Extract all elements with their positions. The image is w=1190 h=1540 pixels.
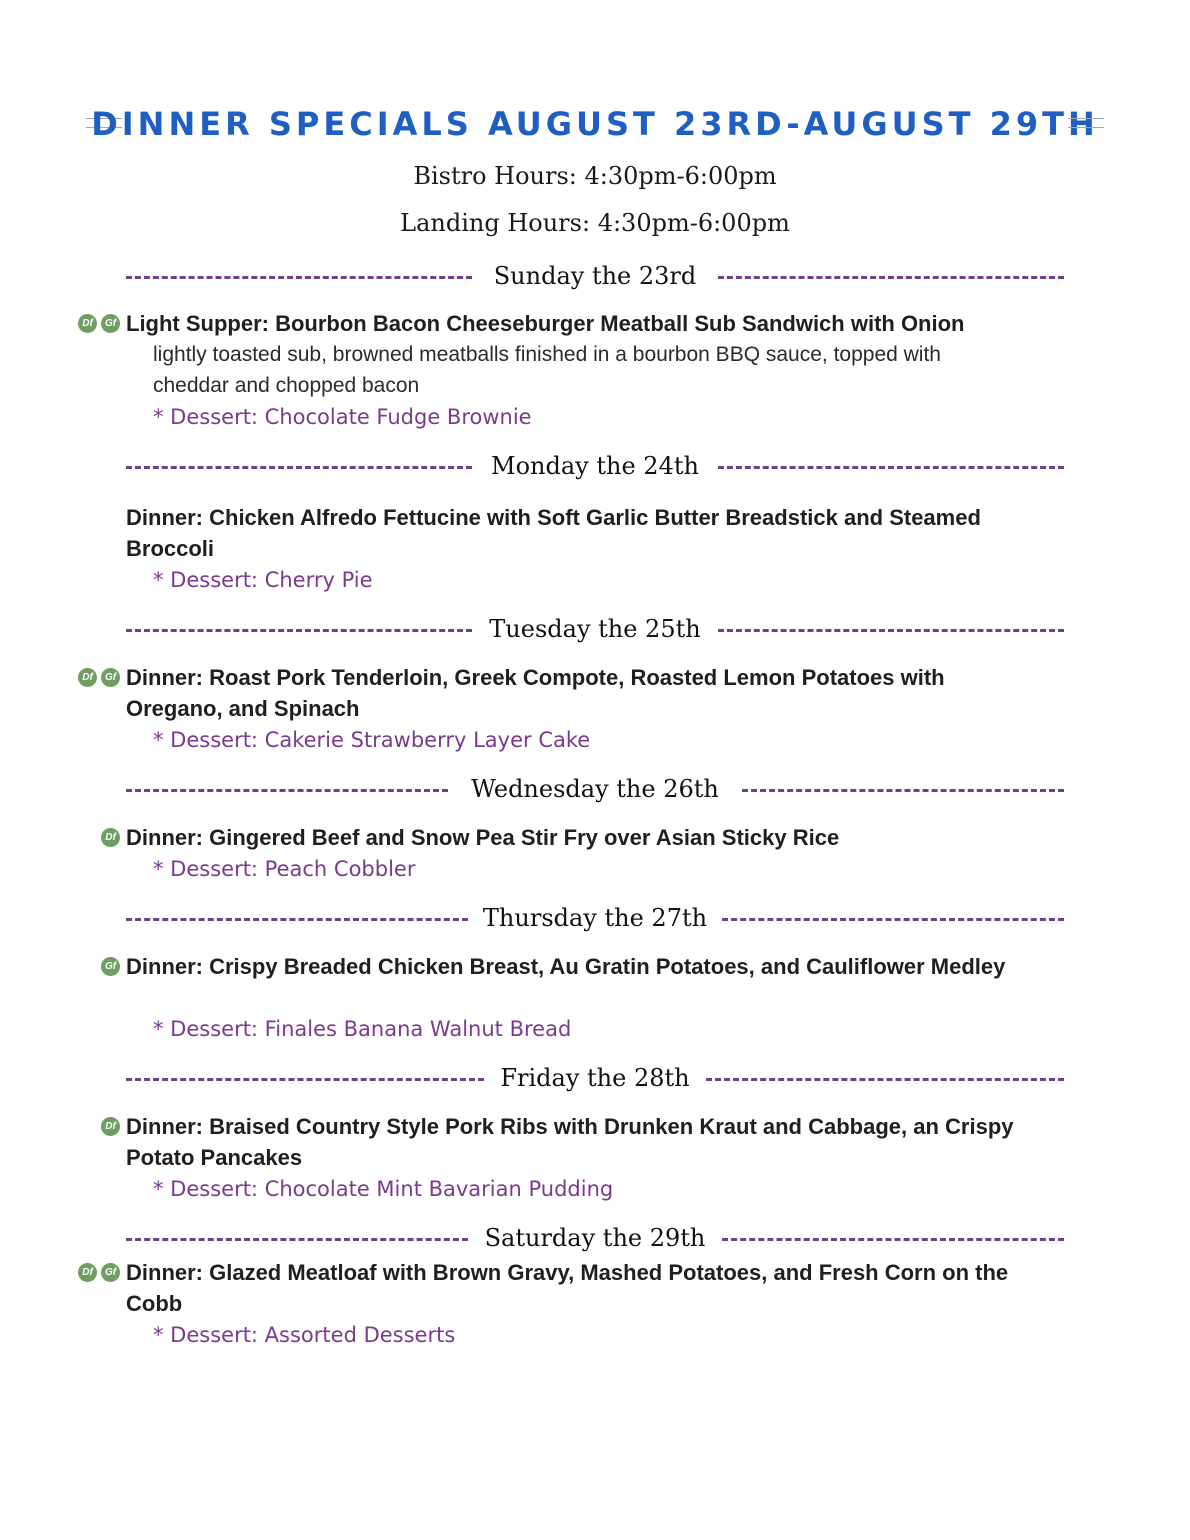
dairy-free-icon: Df: [78, 668, 97, 687]
dairy-free-icon: Df: [78, 314, 97, 333]
day-name: Monday the 24th: [491, 452, 699, 480]
day-name: Saturday the 29th: [484, 1224, 706, 1252]
dessert-line: * Dessert: Assorted Desserts: [153, 1323, 456, 1347]
day-separator-friday: [126, 1060, 1064, 1096]
bistro-hours: Bistro Hours: 4:30pm-6:00pm: [413, 162, 777, 190]
dish-description: lightly toasted sub, browned meatballs finished in a bourbon BBQ sauce, topped with cheddar and chopped bacon: [153, 343, 941, 397]
day-separator-thursday: [126, 900, 1064, 936]
gluten-free-icon: Gf: [101, 314, 120, 333]
separator-dash: [718, 466, 1064, 469]
dessert-line: * Dessert: Chocolate Fudge Brownie: [153, 405, 532, 429]
separator-dash: [722, 1238, 1064, 1241]
day-separator-tuesday: [126, 611, 1064, 647]
dessert-line: * Dessert: Cakerie Strawberry Layer Cake: [153, 728, 591, 752]
dairy-free-icon: Df: [101, 828, 120, 847]
day-name: Friday the 28th: [500, 1064, 690, 1092]
landing-hours: Landing Hours: 4:30pm-6:00pm: [400, 209, 790, 237]
dish-title: Dinner: Gingered Beef and Snow Pea Stir Fry over Asian Sticky Rice: [126, 825, 840, 850]
dessert-line: * Dessert: Peach Cobbler: [153, 857, 416, 881]
separator-dash: [718, 629, 1064, 632]
gluten-free-icon: Gf: [101, 668, 120, 687]
day-separator-sunday: [126, 258, 1064, 294]
dessert-line: * Dessert: Finales Banana Walnut Bread: [153, 1017, 572, 1041]
separator-dash: [718, 276, 1064, 279]
dairy-free-icon: Df: [78, 1263, 97, 1282]
separator-dash: [722, 918, 1064, 921]
day-name: Sunday the 23rd: [493, 262, 697, 290]
day-separator-saturday: [126, 1220, 1064, 1256]
dessert-line: * Dessert: Chocolate Mint Bavarian Pudding: [153, 1177, 614, 1201]
dish-title: Dinner: Braised Country Style Pork Ribs with Drunken Kraut and Cabbage, an Crispy Potato Pancakes: [126, 1114, 1014, 1170]
title-right-ornament: [1068, 118, 1104, 128]
dish-title: Light Supper: Bourbon Bacon Cheeseburger Meatball Sub Sandwich with Onion: [126, 311, 965, 336]
dish-title: Dinner: Crispy Breaded Chicken Breast, Au Gratin Potatoes, and Cauliflower Medley: [126, 954, 1006, 979]
day-name: Wednesday the 26th: [471, 775, 719, 803]
dish-title: Dinner: Chicken Alfredo Fettucine with Soft Garlic Butter Breadstick and Steamed Broccoli: [126, 505, 981, 561]
day-name: Thursday the 27th: [482, 904, 708, 932]
separator-dash: [742, 789, 1064, 792]
day-separator-monday: [126, 448, 1064, 484]
day-separator-wednesday: [126, 771, 1064, 807]
day-name: Tuesday the 25th: [489, 615, 701, 643]
dessert-line: * Dessert: Cherry Pie: [153, 568, 373, 592]
gluten-free-icon: Gf: [101, 957, 120, 976]
separator-dash: [706, 1078, 1064, 1081]
gluten-free-icon: Gf: [101, 1263, 120, 1282]
dairy-free-icon: Df: [101, 1117, 120, 1136]
page-title: DINNER SPECIALS AUGUST 23RD-AUGUST 29TH: [91, 105, 1099, 143]
dish-title: Dinner: Roast Pork Tenderloin, Greek Compote, Roasted Lemon Potatoes with Oregano, and Spinach: [126, 665, 945, 721]
dish-title: Dinner: Glazed Meatloaf with Brown Gravy, Mashed Potatoes, and Fresh Corn on the Cobb: [126, 1260, 1009, 1316]
page-header: [0, 104, 1190, 144]
